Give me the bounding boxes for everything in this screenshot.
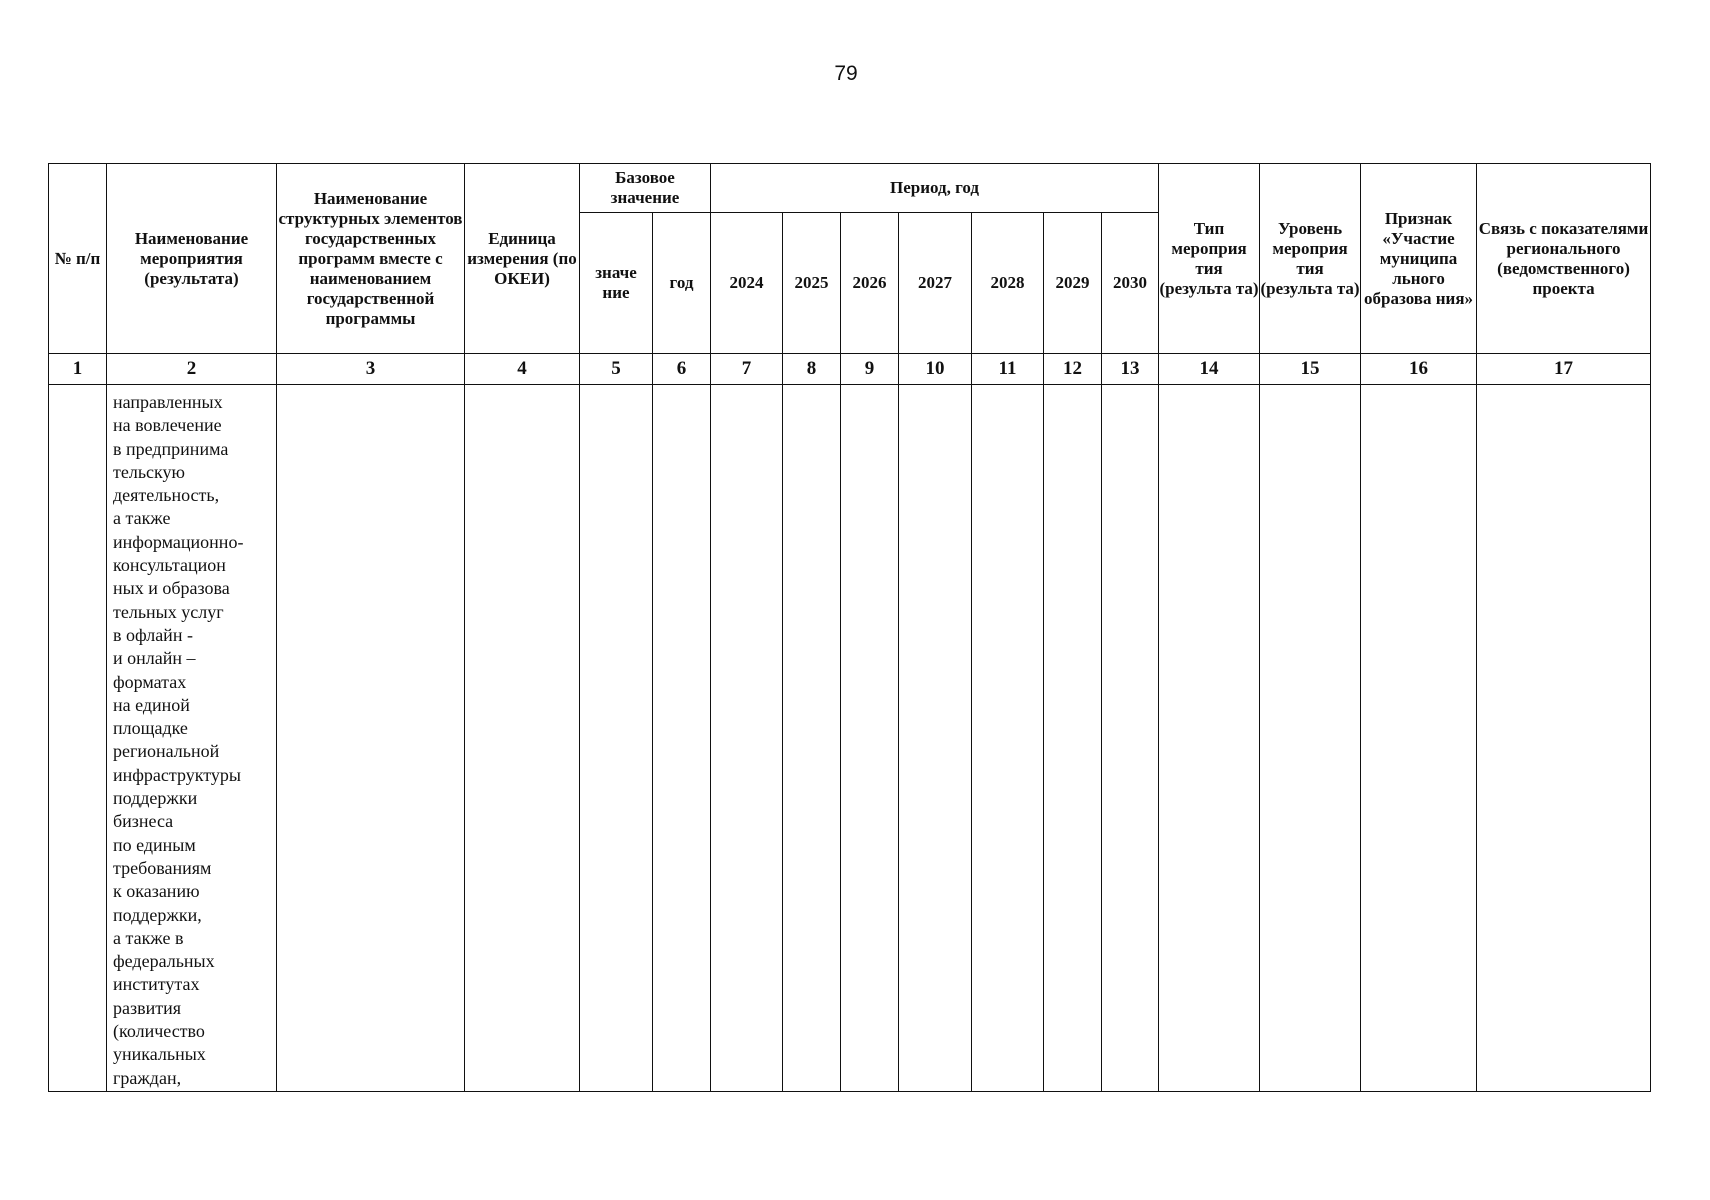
municipal-participation-cell [1361, 385, 1477, 1092]
header-number: № п/п [49, 164, 107, 354]
header-unit: Единица измерения (по ОКЕИ) [465, 164, 580, 354]
header-row-1 [49, 164, 1651, 213]
header-measure-name: Наименование мероприятия (результата) [107, 164, 277, 354]
header-municipal-participation: Признак «Участие муниципа льного образова ния» [1361, 164, 1477, 354]
header-year-2025: 2025 [783, 213, 841, 354]
column-number: 5 [580, 354, 653, 385]
row-number-cell [49, 385, 107, 1092]
header-measure-level: Уровень мероприя тия (результа та) [1260, 164, 1361, 354]
column-number: 10 [899, 354, 972, 385]
header-year-2026: 2026 [841, 213, 899, 354]
regional-project-link-cell [1477, 385, 1651, 1092]
base-value-cell [580, 385, 653, 1092]
column-number: 16 [1361, 354, 1477, 385]
year-2029-cell [1044, 385, 1102, 1092]
structural-elements-cell [277, 385, 465, 1092]
page-number: 79 [834, 62, 858, 85]
header-year-2029: 2029 [1044, 213, 1102, 354]
column-number: 13 [1102, 354, 1159, 385]
year-2028-cell [972, 385, 1044, 1092]
table-row [49, 385, 1651, 1092]
column-number: 17 [1477, 354, 1651, 385]
header-year-2024: 2024 [711, 213, 783, 354]
header-measure-type: Тип мероприя тия (результа та) [1159, 164, 1260, 354]
column-number: 7 [711, 354, 783, 385]
header-structural-elements: Наименование структурных элементов государственных программ вместе с наименованием государственной программы [277, 164, 465, 354]
unit-cell [465, 385, 580, 1092]
column-number: 12 [1044, 354, 1102, 385]
measure-description-cell: направленных на вовлечение в предпринима тельскую деятельность, а также информационно- консультацион ных и образова тельных услуг в офлайн - и онлайн – форматах на единой площадке региональной инфраструктуры поддержки бизнеса по единым требованиям к оказанию поддержки, а также в федеральных институтах развития (количество уникальных граждан, [107, 385, 277, 1092]
header-year-2028: 2028 [972, 213, 1044, 354]
header-period-group: Период, год [711, 164, 1159, 213]
header-base-year: год [653, 213, 711, 354]
year-2030-cell [1102, 385, 1159, 1092]
header-year-2030: 2030 [1102, 213, 1159, 354]
base-year-cell [653, 385, 711, 1092]
column-number: 3 [277, 354, 465, 385]
column-number: 4 [465, 354, 580, 385]
column-number: 15 [1260, 354, 1361, 385]
measure-type-cell [1159, 385, 1260, 1092]
header-regional-project-link: Связь с показателями регионального (ведомственного) проекта [1477, 164, 1651, 354]
column-number: 11 [972, 354, 1044, 385]
measure-level-cell [1260, 385, 1361, 1092]
column-number: 14 [1159, 354, 1260, 385]
column-number: 8 [783, 354, 841, 385]
measures-table [48, 163, 1651, 1092]
header-base-value-group: Базовое значение [580, 164, 711, 213]
column-number: 2 [107, 354, 277, 385]
year-2025-cell [783, 385, 841, 1092]
column-number: 9 [841, 354, 899, 385]
column-number-row [49, 354, 1651, 385]
year-2024-cell [711, 385, 783, 1092]
header-base-value: значе ние [580, 213, 653, 354]
column-number: 1 [49, 354, 107, 385]
column-number: 6 [653, 354, 711, 385]
year-2027-cell [899, 385, 972, 1092]
year-2026-cell [841, 385, 899, 1092]
header-year-2027: 2027 [899, 213, 972, 354]
